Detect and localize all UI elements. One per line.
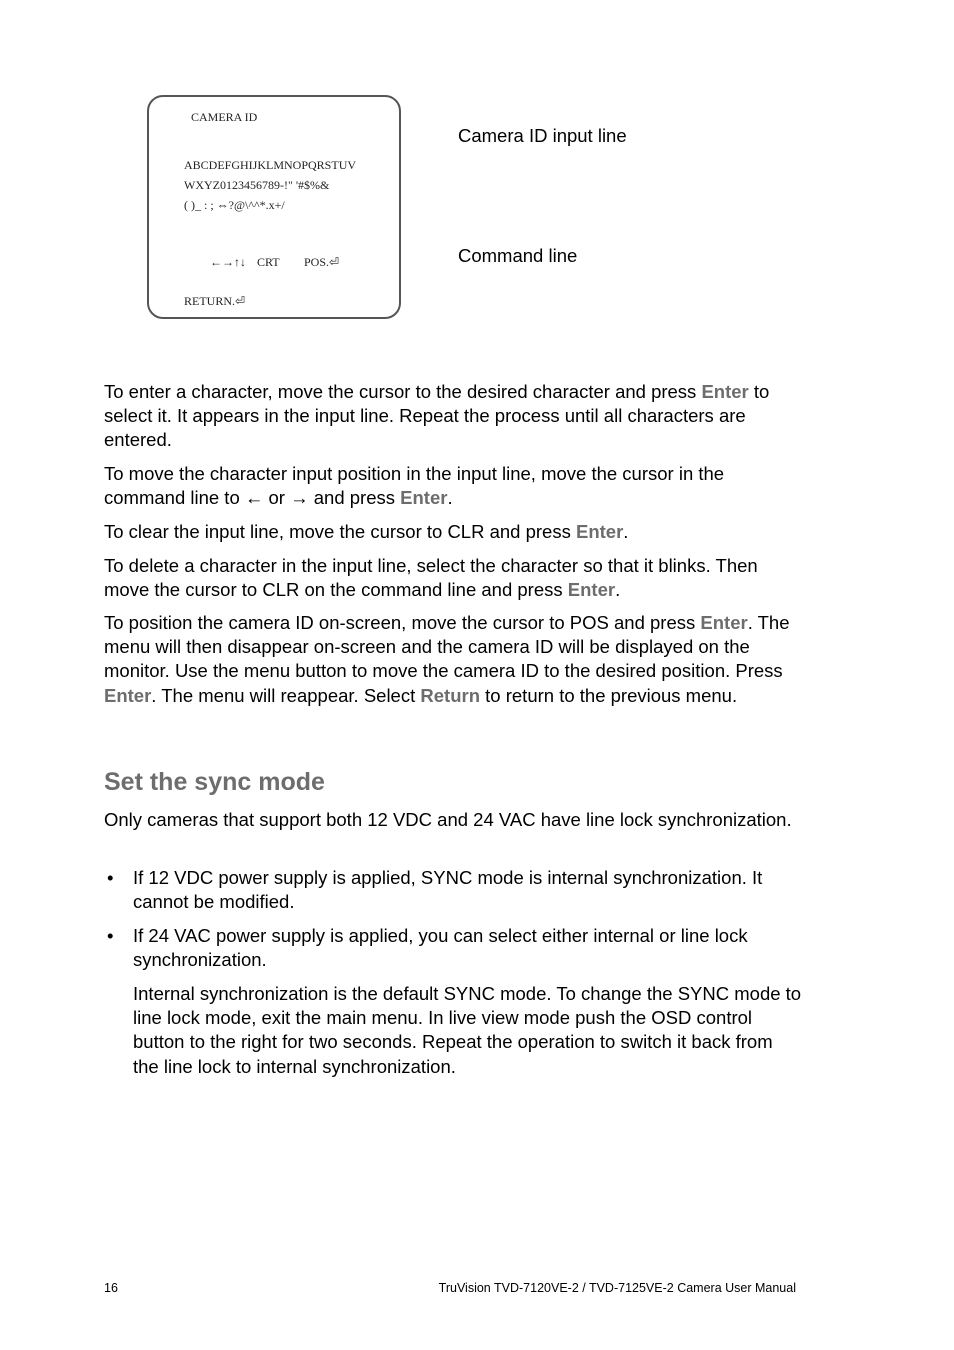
osd-title: CAMERA ID — [191, 110, 258, 124]
bullet-symbol: • — [107, 925, 114, 946]
paragraph-move-input-position — [104, 462, 804, 510]
text: . — [623, 521, 629, 542]
paragraph-enter-character — [104, 380, 804, 453]
osd-char-row-3: ( )_ : ; ⇔?@\^^*.x+/ — [184, 198, 285, 212]
osd-char-row-1: ABCDEFGHIJKLMNOPQRSTUV — [184, 158, 357, 172]
followup-paragraph: Internal synchronization is the default SYNC mode. To change the SYNC mode to line lock mode, exit the main menu. In live view mode push the OSD control button to the right for two seconds. Repeat the operation to switch it back from the line lock to internal synchronization. — [133, 983, 802, 1077]
enter-key-term: Enter — [567, 579, 616, 601]
text: to select it. It appears in the input line. Repeat the process until all characters are entered. — [104, 381, 770, 451]
text: . The menu will reappear. Select — [151, 684, 421, 706]
enter-key-term: Enter — [700, 612, 748, 633]
bullet-text: If 24 VAC power supply is applied, you can select either internal or line lock synchronization. — [133, 925, 748, 971]
manual-title: TruVision TVD-7120VE-2 / TVD-7125VE-2 Camera User Manual — [438, 1281, 796, 1295]
return-key-term: Return — [420, 684, 481, 706]
text: . — [447, 487, 453, 509]
text: To enter a character, move the cursor to the desired character and press — [104, 381, 702, 402]
osd-arrow-keys: ←→↑↓ — [210, 255, 246, 269]
text: . — [615, 579, 621, 601]
osd-char-row-2: WXYZ0123456789-!" '#$%& — [184, 178, 330, 192]
bullet-symbol: • — [107, 867, 114, 888]
text: to return to the previous menu. — [480, 684, 738, 706]
paragraph-position-camera-id — [104, 611, 804, 708]
osd-return-command: RETURN.⏎ — [184, 294, 246, 308]
bullet-text: If 12 VDC power supply is applied, SYNC mode is internal synchronization. It cannot be modified. — [133, 867, 763, 913]
camera-id-osd-screen — [147, 95, 401, 319]
section-intro: Only cameras that support both 12 VDC and 24 VAC have line lock synchronization. — [104, 809, 792, 830]
text: . The menu will then disappear on-screen and the camera ID will be displayed on the monitor. Use the menu button to move the camera ID to the desired position. Press — [104, 612, 790, 682]
osd-pos-command: POS.⏎ — [304, 255, 340, 269]
section-heading: Set the sync mode — [104, 768, 325, 796]
text: To clear the input line, move the cursor to CLR and press — [104, 521, 576, 542]
paragraph-delete-character — [104, 554, 804, 602]
text: To delete a character in the input line, select the character so that it blinks. Then move the cursor to CLR on the command line and press — [104, 555, 758, 601]
callout-input-line: Camera ID input line — [458, 125, 627, 146]
enter-key-term: Enter — [104, 684, 152, 706]
osd-crt-command: CRT — [257, 255, 280, 269]
page-number: 16 — [104, 1281, 118, 1295]
callout-command-line: Command line — [458, 245, 578, 266]
text: To move the character input position in the input line, move the cursor in the command line to ← or → and press — [104, 463, 725, 509]
enter-key-term: Enter — [576, 521, 624, 542]
text: To position the camera ID on-screen, move the cursor to POS and press — [104, 612, 701, 633]
paragraph-clear-input — [104, 520, 804, 544]
enter-key-term: Enter — [701, 381, 749, 402]
enter-key-term: Enter — [400, 487, 448, 509]
